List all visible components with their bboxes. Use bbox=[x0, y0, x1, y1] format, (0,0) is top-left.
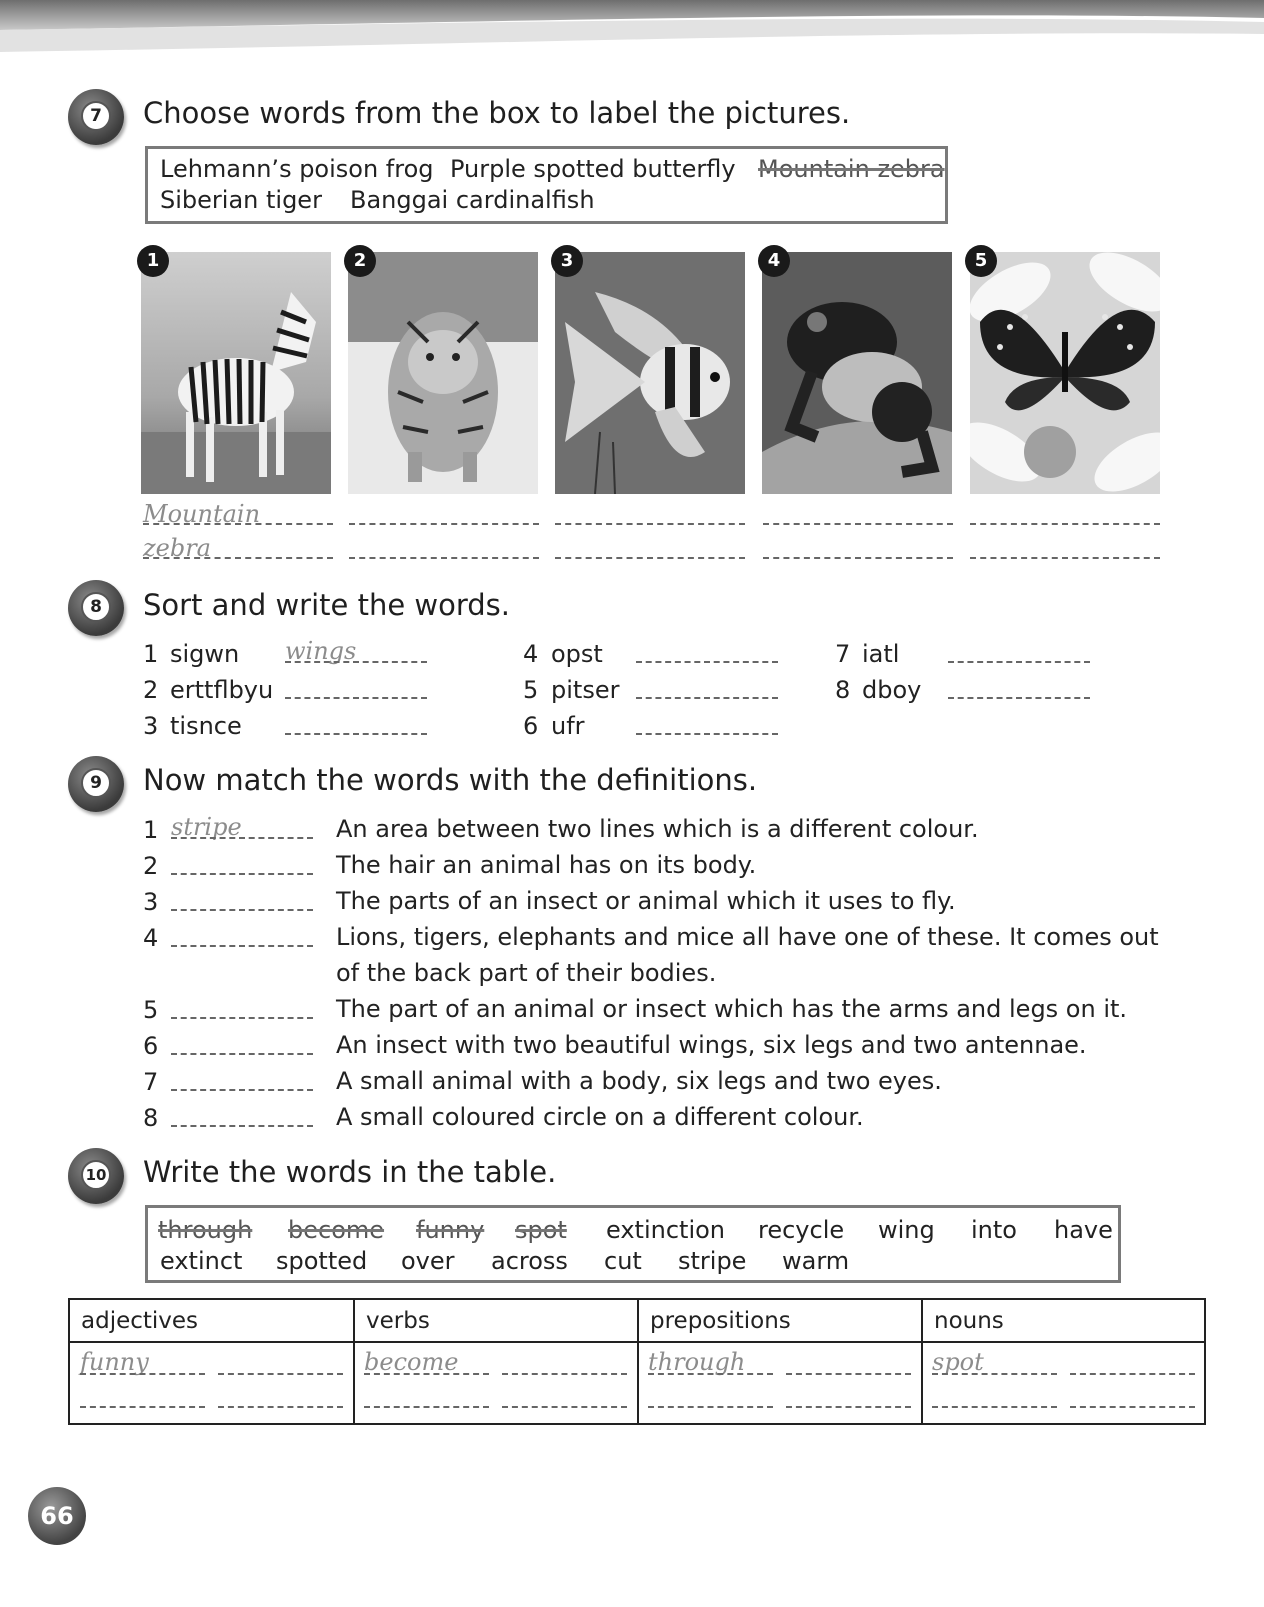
answer-line[interactable] bbox=[285, 661, 427, 663]
answer-line[interactable] bbox=[80, 1373, 205, 1375]
answer-line[interactable] bbox=[948, 661, 1090, 663]
scrambled-word: iatl bbox=[862, 640, 900, 668]
answer-line[interactable] bbox=[636, 697, 778, 699]
answer-line[interactable] bbox=[171, 873, 313, 875]
answer-line[interactable] bbox=[349, 523, 539, 525]
item-number: 3 bbox=[143, 888, 159, 916]
answer-line[interactable] bbox=[171, 1089, 313, 1091]
exercise-9-number: 9 bbox=[81, 768, 111, 798]
word-box-item: spotted bbox=[276, 1247, 368, 1275]
table-header: verbs bbox=[366, 1308, 430, 1334]
ex7-sample-answer-line1: Mountain bbox=[143, 500, 261, 528]
answer-line[interactable] bbox=[171, 837, 313, 839]
word-box-item: across bbox=[491, 1247, 568, 1275]
answer-line[interactable] bbox=[763, 523, 953, 525]
exercise-10-title: Write the words in the table. bbox=[143, 1155, 557, 1189]
answer-line[interactable] bbox=[970, 523, 1160, 525]
word-box-item: have bbox=[1054, 1216, 1113, 1244]
answer-line[interactable] bbox=[171, 1053, 313, 1055]
picture-number: 3 bbox=[551, 245, 583, 277]
answer-line[interactable] bbox=[648, 1373, 773, 1375]
scrambled-word: opst bbox=[551, 640, 603, 668]
picture-number: 2 bbox=[344, 245, 376, 277]
word-box-item: warm bbox=[782, 1247, 850, 1275]
picture-number: 1 bbox=[137, 245, 169, 277]
table-sample-answer: through bbox=[648, 1348, 746, 1376]
item-number: 8 bbox=[143, 1104, 159, 1132]
picture-butterfly bbox=[970, 252, 1160, 494]
answer-line[interactable] bbox=[555, 523, 745, 525]
answer-line[interactable] bbox=[285, 697, 427, 699]
word-box-item: stripe bbox=[678, 1247, 747, 1275]
word-box-item-crossed: funny bbox=[416, 1216, 485, 1244]
word-box-item: wing bbox=[878, 1216, 935, 1244]
scrambled-word: sigwn bbox=[170, 640, 240, 668]
page-number: 66 bbox=[28, 1487, 86, 1545]
word-box-item: extinction bbox=[606, 1216, 726, 1244]
exercise-10-number: 10 bbox=[81, 1160, 111, 1190]
table-header: prepositions bbox=[650, 1308, 791, 1334]
answer-line[interactable] bbox=[555, 557, 745, 559]
exercise-9-badge bbox=[68, 756, 124, 812]
word-box-item: Banggai cardinalfish bbox=[350, 186, 595, 214]
table-header: adjectives bbox=[81, 1308, 199, 1334]
answer-line[interactable] bbox=[143, 523, 333, 525]
exercise-7-word-box bbox=[145, 146, 948, 224]
definition-text: The parts of an insect or animal which it uses to fly. bbox=[336, 887, 956, 915]
word-box-item: over bbox=[401, 1247, 455, 1275]
answer-line[interactable] bbox=[763, 557, 953, 559]
item-number: 3 bbox=[143, 712, 159, 740]
answer-line[interactable] bbox=[171, 909, 313, 911]
picture-frog bbox=[762, 252, 952, 494]
table-header-divider bbox=[70, 1341, 1204, 1343]
picture-number: 5 bbox=[965, 245, 997, 277]
picture-zebra bbox=[141, 252, 331, 494]
exercise-7-title: Choose words from the box to label the pictures. bbox=[143, 96, 851, 130]
answer-line[interactable] bbox=[80, 1406, 205, 1408]
item-number: 1 bbox=[143, 816, 159, 844]
exercise-7-number: 7 bbox=[81, 101, 111, 131]
picture-tiger bbox=[348, 252, 538, 494]
word-box-item: Lehmann’s poison frog bbox=[160, 155, 434, 183]
word-box-item: recycle bbox=[758, 1216, 845, 1244]
item-number: 6 bbox=[143, 1032, 159, 1060]
scrambled-word: pitser bbox=[551, 676, 620, 704]
definition-text: A small animal with a body, six legs and two eyes. bbox=[336, 1067, 942, 1095]
word-box-item: Siberian tiger bbox=[160, 186, 322, 214]
answer-line[interactable] bbox=[349, 557, 539, 559]
item-number: 6 bbox=[523, 712, 539, 740]
answer-line[interactable] bbox=[364, 1406, 489, 1408]
answer-line[interactable] bbox=[218, 1373, 343, 1375]
answer-line[interactable] bbox=[502, 1373, 627, 1375]
answer-line[interactable] bbox=[171, 945, 313, 947]
exercise-10-word-box bbox=[145, 1205, 1121, 1283]
exercise-8-title: Sort and write the words. bbox=[143, 588, 510, 622]
item-number: 4 bbox=[143, 924, 159, 952]
table-sample-answer: funny bbox=[80, 1348, 149, 1376]
scrambled-word: ufr bbox=[551, 712, 585, 740]
item-number: 5 bbox=[523, 676, 539, 704]
definition-text: The hair an animal has on its body. bbox=[336, 851, 757, 879]
word-box-item-crossed: spot bbox=[515, 1216, 567, 1244]
answer-line[interactable] bbox=[948, 697, 1090, 699]
answer-line[interactable] bbox=[648, 1406, 773, 1408]
definition-text: Lions, tigers, elephants and mice all have one of these. It comes out of the back part of their bodies. bbox=[336, 923, 1159, 987]
item-number: 2 bbox=[143, 676, 159, 704]
picture-cardinalfish bbox=[555, 252, 745, 494]
table-sample-answer: become bbox=[364, 1348, 459, 1376]
scrambled-word: tisnce bbox=[170, 712, 242, 740]
scrambled-word: dboy bbox=[862, 676, 922, 704]
definition-text: A small coloured circle on a different colour. bbox=[336, 1103, 864, 1131]
answer-line[interactable] bbox=[218, 1406, 343, 1408]
word-category-table bbox=[68, 1298, 1206, 1425]
answer-line[interactable] bbox=[1070, 1406, 1195, 1408]
item-number: 8 bbox=[835, 676, 851, 704]
answer-line[interactable] bbox=[143, 557, 333, 559]
answer-line[interactable] bbox=[285, 733, 427, 735]
item-number: 5 bbox=[143, 996, 159, 1024]
answer-line[interactable] bbox=[932, 1406, 1057, 1408]
page-header-band bbox=[0, 0, 1264, 70]
exercise-8-badge bbox=[68, 580, 124, 636]
item-number: 7 bbox=[143, 1068, 159, 1096]
answer-line[interactable] bbox=[171, 1017, 313, 1019]
ex8-sample-answer: wings bbox=[285, 637, 357, 665]
item-number: 2 bbox=[143, 852, 159, 880]
exercise-8-number: 8 bbox=[81, 592, 111, 622]
exercise-10-badge bbox=[68, 1148, 124, 1204]
word-box-item-crossed: become bbox=[288, 1216, 385, 1244]
ex7-sample-answer-line2: zebra bbox=[143, 534, 211, 562]
answer-line[interactable] bbox=[502, 1406, 627, 1408]
answer-line[interactable] bbox=[636, 661, 778, 663]
ex9-sample-answer: stripe bbox=[171, 813, 242, 841]
answer-line[interactable] bbox=[171, 1125, 313, 1127]
word-box-item: cut bbox=[604, 1247, 642, 1275]
definition-text: The part of an animal or insect which has the arms and legs on it. bbox=[336, 995, 1128, 1023]
answer-line[interactable] bbox=[786, 1373, 911, 1375]
item-number: 1 bbox=[143, 640, 159, 668]
exercise-9-title: Now match the words with the definitions. bbox=[143, 763, 758, 797]
answer-line[interactable] bbox=[636, 733, 778, 735]
answer-line[interactable] bbox=[786, 1406, 911, 1408]
word-box-item: into bbox=[971, 1216, 1017, 1244]
item-number: 7 bbox=[835, 640, 851, 668]
picture-number: 4 bbox=[758, 245, 790, 277]
answer-line[interactable] bbox=[364, 1373, 489, 1375]
answer-line[interactable] bbox=[932, 1373, 1057, 1375]
item-number: 4 bbox=[523, 640, 539, 668]
scrambled-word: erttflbyu bbox=[170, 676, 274, 704]
table-header: nouns bbox=[934, 1308, 1004, 1334]
answer-line[interactable] bbox=[970, 557, 1160, 559]
word-box-item-crossed: through bbox=[158, 1216, 253, 1244]
word-box-item: Purple spotted butterfly bbox=[450, 155, 736, 183]
word-box-item: extinct bbox=[160, 1247, 243, 1275]
definition-text: An area between two lines which is a different colour. bbox=[336, 815, 979, 843]
definition-text: An insect with two beautiful wings, six legs and two antennae. bbox=[336, 1031, 1087, 1059]
word-box-item-crossed: Mountain zebra bbox=[758, 155, 945, 183]
exercise-7-badge bbox=[68, 89, 124, 145]
answer-line[interactable] bbox=[1070, 1373, 1195, 1375]
table-sample-answer: spot bbox=[932, 1348, 984, 1376]
